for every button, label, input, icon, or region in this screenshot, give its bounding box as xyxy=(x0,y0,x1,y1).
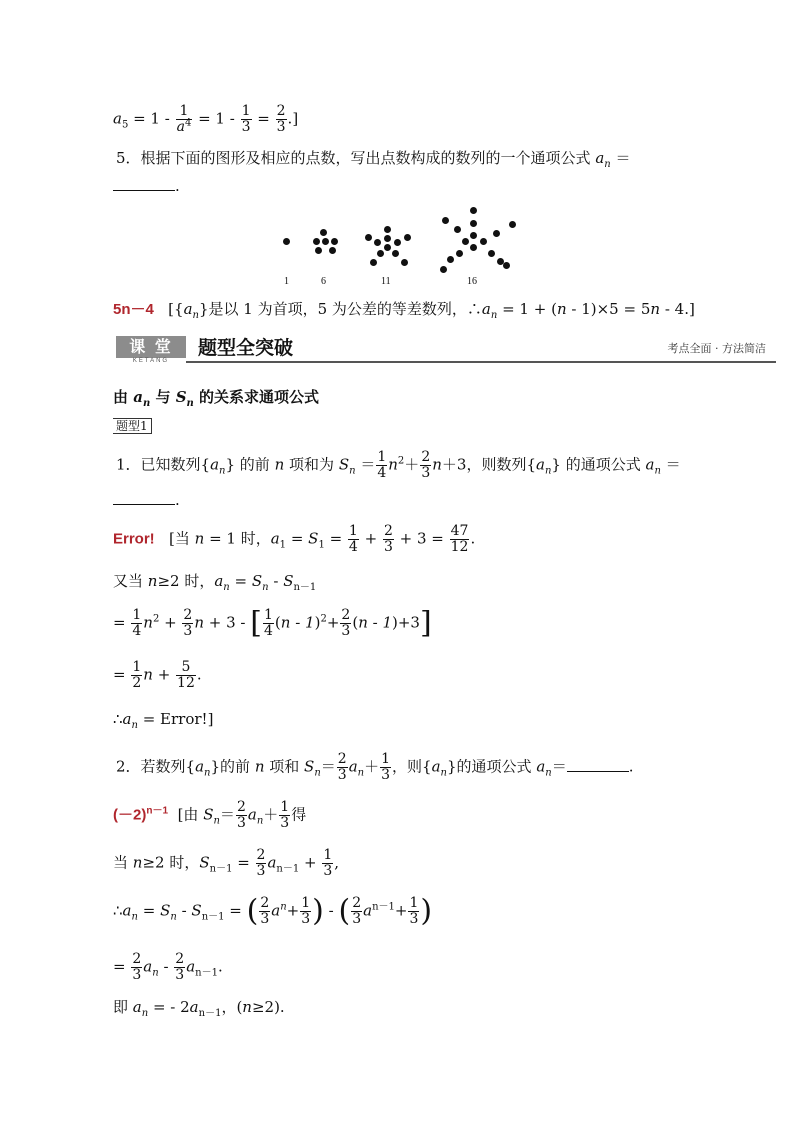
banner-title: 题型全突破 xyxy=(198,337,294,359)
question-5: 5．根据下面的图形及相应的点数，写出点数构成的数列的一个通项公式 $a_n$ ＝ xyxy=(116,149,631,170)
banner-right: 考点全面 · 方法简洁 xyxy=(667,342,766,355)
dot-label: 6 xyxy=(321,276,326,287)
type-tag: 题型1 xyxy=(113,415,152,434)
answer-2-line-5: 即 $a_n$ = - $2a_{n-1}$，(n≥2). xyxy=(113,998,285,1019)
question-1: 1．已知数列$\{a_n\}$ 的前 n 项和为 $S_n$ ＝ $\frac{1}{4}$ $n^2+$ $\frac{2}{3}$ n＋3，则数列$\{a_n\}$ 的通项公式 $a_n$ ＝ xyxy=(116,449,681,481)
answer-1-line-3: = $\frac{1}{4}$ $n^2$ + $\frac{2}{3}$ n + 3 - [ $\frac{1}{4}$ (n - 1)$^2$+ $\frac{2}{3}$ (n - 1)+3] xyxy=(113,605,432,641)
dot-pattern-figure xyxy=(0,0,794,300)
section-heading: 由 $a_n$ 与 $S_n$ 的关系求通项公式 xyxy=(113,388,320,409)
answer-2-line-3: $\therefore a_n = S_n - S_{n-1}$ = ( $\frac{2}{3}$ $a^n+$ $\frac{1}{3}$ ) - ( $\frac{2}{3}$ $a^{n-1}+$ $\frac{1}{3}$ ) xyxy=(113,893,433,929)
answer-1: Error! [当 n = 1 时，$a_1 = S_1$ = $\frac{1}{4}$ + $\frac{2}{3}$ + 3 = $\frac{47}{12}$ . xyxy=(113,523,476,555)
answer-2-line-2: 当 n≥2 时，$S_{n-1}$ = $\frac{2}{3}$ $a_{n-1}$ + $\frac{1}{3}$ , xyxy=(113,847,340,879)
line-a5-result: $a_5 = 1$ - $\frac{1}{a^4}$ = 1 - $\frac{1}{3}$ = $\frac{2}{3}$ .] xyxy=(113,103,299,135)
fraction: $\frac{1}{a^4}$ xyxy=(176,103,192,135)
dot-label: 16 xyxy=(467,276,477,287)
dot-label: 11 xyxy=(381,276,391,287)
answer-5: 5n－4 [$\{a_n\}$是以 1 为首项，5 为公差的等差数列，$\therefore a_n = 1 + (n - 1)\times 5 = 5n - 4$.] xyxy=(113,300,695,321)
question-5-blank: . xyxy=(113,176,180,195)
banner-rule xyxy=(186,361,776,363)
banner-sub: KETANG xyxy=(132,358,170,364)
dot-label: 1 xyxy=(284,276,289,287)
banner-tag: 课 堂 xyxy=(116,336,186,358)
answer-1-line-2: 又当 n≥2 时，$a_n = S_n - S_{n-1}$ xyxy=(113,572,317,593)
answer-2: $(-2)^{n-1}$ [由 $S_n=$ $\frac{2}{3}$ $a_n+$ $\frac{1}{3}$ 得 xyxy=(113,799,307,831)
question-2: 2．若数列$\{a_n\}$的前 n 项和 $S_n=$ $\frac{2}{3}$ $a_n+$ $\frac{1}{3}$ ，则$\{a_n\}$的通项公式 $a_n=$ . xyxy=(116,751,634,783)
question-1-blank: . xyxy=(113,490,180,509)
section-banner xyxy=(116,336,776,364)
answer-1-line-4: = $\frac{1}{2}$ n + $\frac{5}{12}$ . xyxy=(113,659,202,691)
answer-2-line-4: = $\frac{2}{3}$ $a_n$ - $\frac{2}{3}$ $a_{n-1}$. xyxy=(113,951,223,983)
answer-1-line-5: $\therefore a_n$ = Error!] xyxy=(113,710,214,731)
